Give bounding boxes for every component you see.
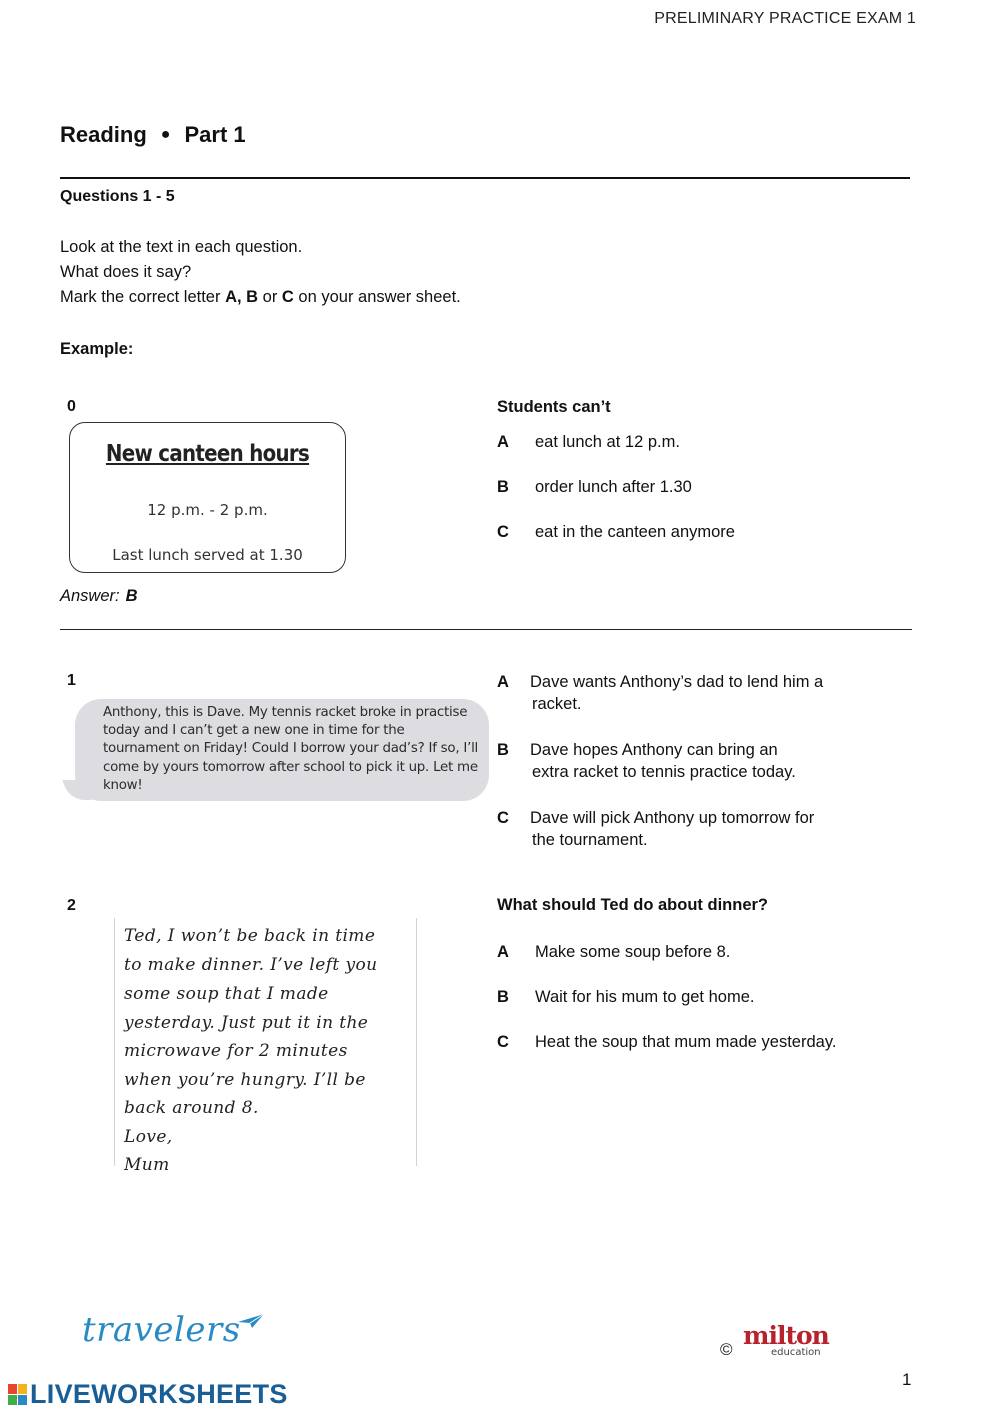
example-option-c[interactable] bbox=[497, 521, 897, 544]
option-text-line-1: Dave wants Anthony’s dad to lend him a bbox=[530, 673, 824, 691]
section-title-right: Part 1 bbox=[184, 122, 246, 147]
option-text-line-1: Dave hopes Anthony can bring an bbox=[530, 741, 778, 759]
option-text-line-1: Dave will pick Anthony up tomorrow for bbox=[530, 809, 815, 827]
milton-logo-subtitle: education bbox=[771, 1347, 821, 1358]
note-line: Mum bbox=[124, 1155, 170, 1175]
option-letter: B bbox=[497, 988, 509, 1006]
note-line: Love, bbox=[124, 1127, 173, 1147]
note-line: some soup that I made bbox=[124, 984, 329, 1004]
option-letter: C bbox=[497, 523, 509, 541]
instruction-letters: C bbox=[281, 288, 294, 306]
instruction-text: on your answer sheet. bbox=[293, 288, 461, 306]
question-number-1: 1 bbox=[67, 672, 76, 689]
notice-hours: 12 p.m. - 2 p.m. bbox=[147, 501, 268, 519]
option-letter: B bbox=[497, 741, 509, 759]
instruction-line-3 bbox=[60, 288, 461, 307]
exam-title: PRELIMINARY PRACTICE EXAM 1 bbox=[654, 10, 916, 27]
option-text: eat in the canteen anymore bbox=[535, 523, 735, 541]
paper-plane-icon bbox=[236, 1312, 266, 1330]
canteen-notice bbox=[69, 422, 346, 573]
liveworksheets-logo-icon bbox=[8, 1384, 28, 1406]
note-line: to make dinner. I’ve left you bbox=[124, 955, 378, 975]
option-letter: B bbox=[497, 478, 509, 496]
notice-title: New canteen hours bbox=[105, 441, 310, 467]
option-text: Make some soup before 8. bbox=[535, 943, 731, 961]
question-number-2: 2 bbox=[67, 897, 76, 914]
option-letter: A bbox=[497, 943, 509, 961]
instruction-line-1: Look at the text in each question. bbox=[60, 238, 303, 256]
liveworksheets-logo: LIVEWORKSHEETS bbox=[30, 1379, 288, 1409]
option-text-line-2: extra racket to tennis practice today. bbox=[532, 763, 796, 781]
note-line: back around 8. bbox=[124, 1098, 259, 1118]
answer-label: Answer: bbox=[60, 587, 120, 605]
message-line: come by yours tomorrow after school to pick it up. Let me bbox=[103, 759, 478, 775]
note-line: yesterday. Just put it in the bbox=[124, 1013, 369, 1033]
note-line: microwave for 2 minutes bbox=[124, 1041, 348, 1061]
section-title bbox=[60, 122, 246, 148]
option-letter: C bbox=[497, 1033, 509, 1051]
message-line: know! bbox=[103, 777, 143, 793]
q2-stem: What should Ted do about dinner? bbox=[497, 896, 768, 914]
option-letter: A bbox=[497, 673, 509, 691]
section-divider bbox=[60, 177, 910, 179]
option-text: eat lunch at 12 p.m. bbox=[535, 433, 680, 451]
option-letter: A bbox=[497, 433, 509, 451]
copyright-symbol: © bbox=[720, 1340, 733, 1359]
q2-option-c[interactable] bbox=[497, 1031, 917, 1054]
q1-option-c[interactable] bbox=[497, 807, 897, 853]
note-line: when you’re hungry. I’ll be bbox=[124, 1070, 366, 1090]
instruction-text: Mark the correct letter bbox=[60, 288, 226, 306]
notice-last-lunch: Last lunch served at 1.30 bbox=[112, 546, 303, 564]
q1-option-a[interactable] bbox=[497, 671, 897, 717]
message-line: Anthony, this is Dave. My tennis racket broke in practise bbox=[103, 705, 468, 720]
example-option-b[interactable] bbox=[497, 476, 897, 499]
q2-option-a[interactable] bbox=[497, 941, 917, 964]
note-line: Ted, I won’t be back in time bbox=[124, 926, 376, 946]
page-number: 1 bbox=[902, 1370, 912, 1389]
answer-value: B bbox=[125, 587, 138, 605]
instruction-letters: A, B bbox=[225, 288, 259, 306]
question-number-0: 0 bbox=[67, 398, 76, 415]
message-line: today and I can’t get a new one in time for the bbox=[103, 723, 405, 739]
example-answer bbox=[60, 587, 138, 606]
instruction-text: or bbox=[258, 288, 282, 306]
option-text: Heat the soup that mum made yesterday. bbox=[535, 1033, 837, 1051]
option-text: Wait for his mum to get home. bbox=[535, 988, 755, 1006]
instruction-line-2: What does it say? bbox=[60, 263, 192, 281]
example-divider bbox=[60, 629, 912, 630]
option-letter: C bbox=[497, 809, 509, 827]
q2-option-b[interactable] bbox=[497, 986, 917, 1009]
milton-logo: milton bbox=[743, 1321, 829, 1350]
option-text-line-2: racket. bbox=[532, 695, 582, 713]
bullet-icon: ● bbox=[160, 126, 171, 143]
example-stem: Students can’t bbox=[497, 398, 611, 416]
questions-range: Questions 1 - 5 bbox=[60, 188, 175, 205]
travelers-logo: travelers bbox=[82, 1310, 241, 1350]
example-option-a[interactable] bbox=[497, 431, 897, 454]
q1-option-b[interactable] bbox=[497, 739, 897, 785]
section-title-left: Reading bbox=[60, 122, 147, 147]
text-message bbox=[103, 704, 495, 795]
message-line: tournament on Friday! Could I borrow your dad’s? If so, I’ll bbox=[103, 741, 479, 757]
example-label: Example: bbox=[60, 340, 134, 358]
option-text: order lunch after 1.30 bbox=[535, 478, 692, 496]
option-text-line-2: the tournament. bbox=[532, 831, 648, 849]
